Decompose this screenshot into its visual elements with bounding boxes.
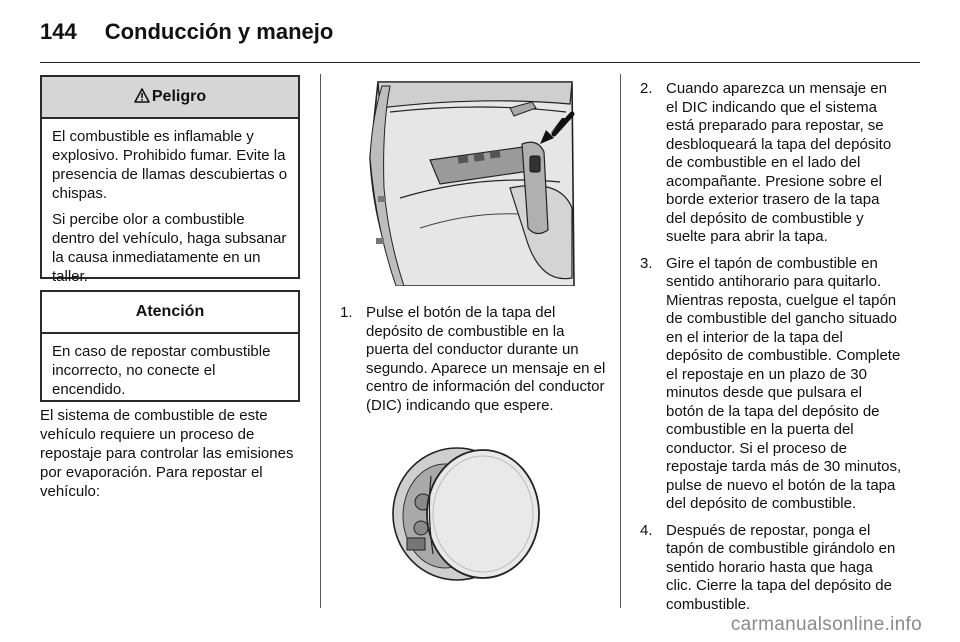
fuel-filler-cap-illustration	[385, 436, 545, 582]
caution-box	[40, 290, 300, 402]
step-number: 4.	[640, 521, 653, 539]
column-divider-left	[320, 74, 321, 608]
danger-paragraph: El combustible es inflamable y explosivo. Prohibido fumar. Evite la presencia de llamas descubiertas o chispas.	[52, 128, 288, 202]
list-item	[640, 80, 902, 247]
danger-box-header	[42, 77, 298, 119]
watermark: carmanualsonline.info	[730, 614, 922, 635]
step-number: 3.	[640, 254, 653, 272]
header-rule	[40, 62, 920, 63]
driver-door-fuel-button-illustration	[360, 78, 585, 286]
danger-paragraph: Si percibe olor a combustible dentro del vehículo, haga subsanar la causa inmediatamente en un taller.	[52, 211, 287, 285]
step-text: Cuando aparezca un mensaje en el DIC indicando que el sistema está preparado para repostar, se desbloqueará la tapa del depósito de combustible en el lado del acompañante. Presione sobre el borde exterior trasero de la tapa del depósito de combustible y suelte para abrir la tapa.	[666, 80, 892, 245]
list-item	[640, 522, 902, 615]
column-divider-right	[620, 74, 621, 608]
page-title: Conducción y manejo	[104, 19, 334, 44]
step-text: Después de repostar, ponga el tapón de combustible girándolo en sentido horario hasta que haga clic. Cierre la tapa del depósito de combustible.	[666, 521, 896, 613]
caution-box-header: Atención	[42, 292, 298, 334]
step-text: Gire el tapón de combustible en sentido antihorario para quitarlo. Mientras reposta, cuelgue el tapón de combustible del gancho situado en el interior de la tapa del depósito de combustible. Complete el repostaje en un plazo de 30 minutos desde que pulsara el botón de la tapa del depósito de combustible en la puerta del conductor. Si el proceso de repostaje tarda más de 30 minutos, pulse de nuevo el botón de la tapa del depósito de combustible.	[666, 254, 902, 512]
list-item	[640, 255, 902, 514]
step-text: Pulse el botón de la tapa del depósito de combustible en la puerta del conductor durante un segundo. Aparece un mensaje en el centro de información del conductor (DIC) indicando que espere.	[366, 304, 606, 414]
step-number: 1.	[340, 304, 353, 321]
caution-box-body	[42, 334, 298, 407]
step-number: 2.	[640, 80, 653, 97]
intro-paragraph: El sistema de combustible de este vehículo requiere un proceso de repostaje para controlar las emisiones por evaporación. Para repostar el vehículo:	[40, 407, 294, 500]
danger-box	[40, 75, 300, 285]
page-header	[40, 14, 333, 50]
warning-triangle-icon	[134, 88, 150, 103]
list-item	[340, 304, 610, 415]
danger-box-heading: Peligro	[151, 88, 207, 105]
page-number: 144	[40, 19, 77, 44]
danger-box-body	[42, 119, 298, 294]
steps-list-middle	[340, 304, 610, 423]
caution-text: En caso de repostar combustible incorrecto, no conecte el encendido.	[52, 343, 271, 398]
steps-list-right	[640, 80, 902, 622]
